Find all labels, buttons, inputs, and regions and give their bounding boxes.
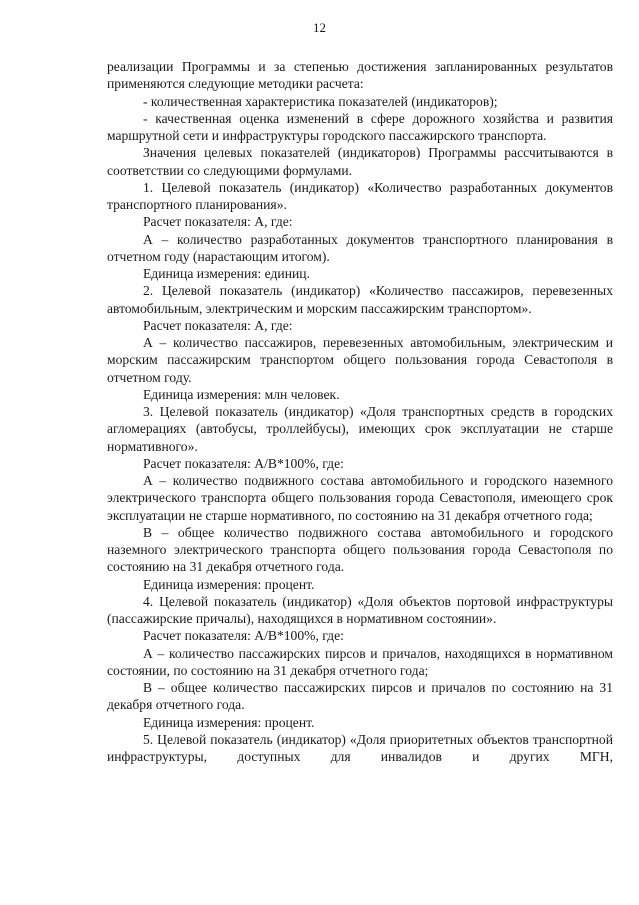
paragraph: Единица измерения: единиц. (143, 266, 310, 281)
paragraph: А – количество пассажиров, перевезенных автомобильным, электрическим и морским пассажирским транспортом общего пользования города Севастополя в отчетном году. (107, 335, 613, 385)
paragraph: 4. Целевой показатель (индикатор) «Доля объектов портовой инфраструктуры (пассажирские причалы), находящихся в нормативном состоянии». (107, 593, 613, 626)
paragraph: В – общее количество подвижного состава автомобильного и городского наземного электрического транспорта общего пользования города Севастополя по состоянию на 31 декабря отчетного года. (107, 524, 613, 575)
paragraph: 3. Целевой показатель (индикатор) «Доля транспортных средств в городских агломерациях (автобусы, троллейбусы), имеющих срок эксплуатации не старше нормативного». (107, 404, 613, 454)
paragraph: - количественная характеристика показателей (индикаторов); (143, 93, 498, 109)
paragraph: В – общее количество пассажирских пирсов и причалов по состоянию на 31 декабря отчетного года. (107, 680, 613, 713)
paragraph: - качественная оценка изменений в сфере дорожного хозяйства и развития маршрутной сети и инфраструктуры городского пассажирского транспорта. (107, 110, 613, 143)
paragraph: реализации Программы и за степенью достижения запланированных результатов применяются следующие методики расчета: (107, 59, 613, 92)
paragraph: Расчет показателя: А, где: (143, 317, 293, 333)
paragraph: Значения целевых показателей (индикаторов) Программы рассчитываются в соответствии со следующими формулами. (107, 145, 613, 178)
paragraph: Единица измерения: процент. (143, 576, 315, 592)
paragraph: А – количество подвижного состава автомобильного и городского наземного электрического транспорта общего пользования города Севастополя, имеющего срок эксплуатации не старше нормативного, по состоянию на 31 декабря отчетного года; (107, 473, 613, 523)
paragraph: 1. Целевой показатель (индикатор) «Количество разработанных документов транспортного планирования». (107, 179, 613, 212)
paragraph: А – количество пассажирских пирсов и причалов, находящихся в нормативном состоянии, по состоянию на 31 декабря отчетного года; (107, 645, 613, 678)
body-text (107, 58, 613, 765)
paragraph: Расчет показателя: А/В*100%, где: (143, 628, 344, 644)
paragraph: Расчет показателя: А/В*100%, где: (143, 455, 344, 471)
paragraph: Единица измерения: процент. (143, 714, 315, 730)
paragraph: А – количество разработанных документов транспортного планирования в отчетном году (нарастающим итогом). (107, 231, 613, 264)
paragraph: Расчет показателя: А, где: (143, 214, 293, 230)
paragraph: 2. Целевой показатель (индикатор) «Количество пассажиров, перевезенных автомобильным, электрическим и морским пассажирским транспортом». (107, 283, 613, 316)
paragraph: Единица измерения: млн человек. (143, 386, 340, 402)
paragraph: 5. Целевой показатель (индикатор) «Доля приоритетных объектов транспортной инфраструктуры, доступных для инвалидов и других МГН, (107, 731, 613, 764)
page-number: 12 (313, 20, 326, 35)
